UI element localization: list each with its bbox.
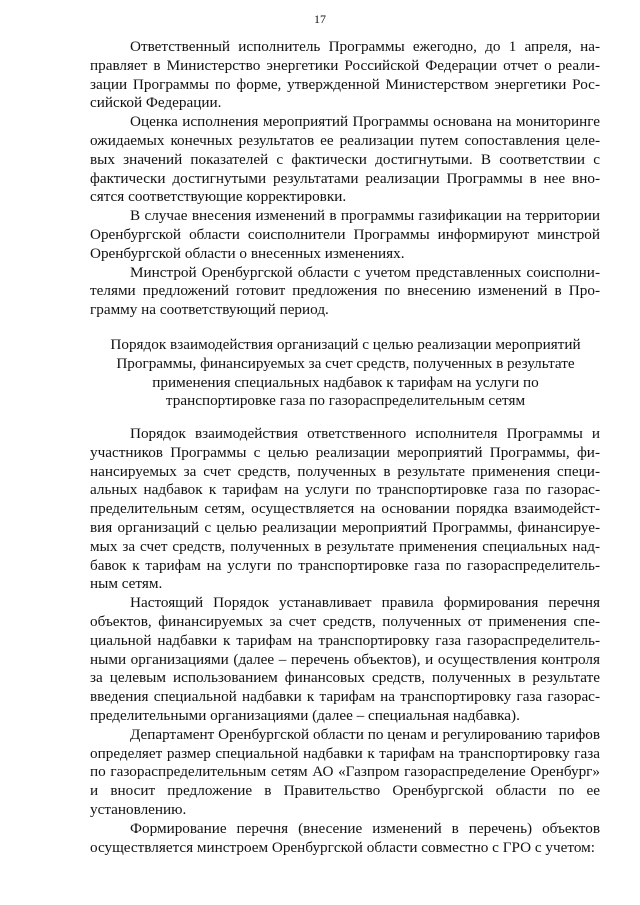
top-text-block <box>90 38 600 320</box>
section-text-block <box>90 425 600 857</box>
paragraph-report-deadline: Ответственный исполнитель Программы ежегодно, до 1 апреля, направляет в Министерство энергетики Российской Федерации отчет о реализации Программы по форме, утвержденной Министерством энергетики Российской Федерации. <box>90 38 600 112</box>
section-heading: Порядок взаимодействия организаций с целью реализации мероприятий Программы, финансируемых за счет средств, полученных в результате применения специальных надбавок к тарифам на услуги по транспортировке газа по газораспределительным сетям <box>110 336 581 410</box>
paragraph-interaction-order: Порядок взаимодействия ответственного исполнителя Программы и участников Программы с целью реализации мероприятий Программы, финансируемых за счет средств, полученных в результате применения специальных надбавок к тарифам на услуги по транспортировке газа по газораспределительным сетям, осуществляется на основании порядка взаимодействия организаций с целью реализации мероприятий Программы, финансируемых за счет средств, полученных в результате применения специальных надбавок к тарифам на услуги по транспортировке газа по газораспределительным сетям. <box>90 425 600 593</box>
paragraph-rules: Настоящий Порядок устанавливает правила формирования перечня объектов, финансируемых за счет средств, полученных от применения специальной надбавки к тарифам на транспортировку газа газораспределительными организациями (далее – перечень объектов), и осуществления контроля за целевым использованием финансовых средств, полученных в результате введения специальной надбавки к тарифам на транспортировку газа газораспределительными организациями (далее – специальная надбавка). <box>90 594 600 724</box>
paragraph-department: Департамент Оренбургской области по ценам и регулированию тарифов определяет размер специальной надбавки к тарифам на транспортировку газа по газораспределительным сетям АО «Газпром газораспределение Оренбург» и вносит предложение в Правительство Оренбургской области по ее установлению. <box>90 725 600 818</box>
section-heading-block <box>108 336 583 411</box>
paragraph-list-formation: Формирование перечня (внесение изменений в перечень) объектов осуществляется минстроем Оренбургской области совместно с ГРО с учетом: <box>90 819 600 856</box>
paragraph-evaluation: Оценка исполнения мероприятий Программы основана на мониторинге ожидаемых конечных результатов ее реализации путем сопоставления целевых значений показателей с фактически достигнутыми. В соответствии с фактически достигнутыми результатами реализации Программы в нее вносятся соответствующие корректировки. <box>90 113 600 206</box>
page-number: 17 <box>314 12 326 26</box>
paragraph-ministry-proposals: Минстрой Оренбургской области с учетом представленных соисполнителями предложений готовит предложения по внесению изменений в Программу на соответствующий период. <box>90 263 600 319</box>
paragraph-changes: В случае внесения изменений в программы газификации на территории Оренбургской области соисполнители Программы информируют минстрой Оренбургской области о внесенных изменениях. <box>90 207 600 262</box>
